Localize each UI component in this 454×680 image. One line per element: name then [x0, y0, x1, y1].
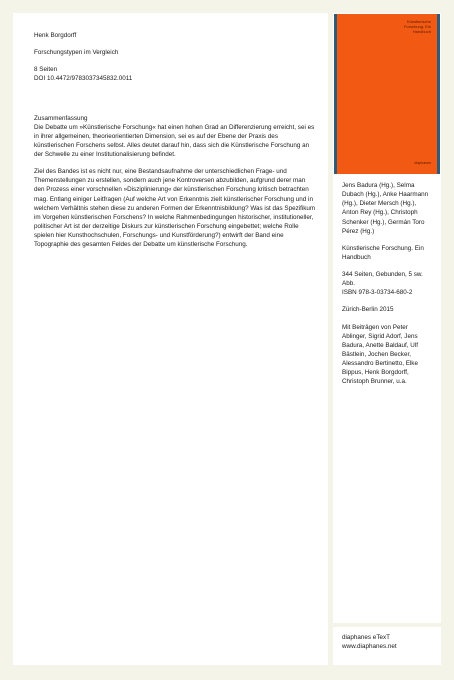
- body-text: Ziel des Bandes ist es nicht nur, eine Bestandsaufnahme der unterschiedlichen Frage- und Themenstellungen zu erstellen, sondern auch jene Kontroversen abzubilden, aufgrund derer man den Prozess einer vorschnellen »Disziplinierung« der künstlerischen Forschung kritisch betrachten mag. Entlang einiger Leitfragen (Auf welche Art von Erkenntnis zielt künstlerischer Forschung und in welchem Verhältnis stehen diese zu anderen Formen der Erkenntnisbildung? Was ist das Spezifikum im Vorgehen künstlerischen Forschens? In welche Rahmenbedingungen historischer, institutioneller, politischer Art ist der derzeitige Diskurs zur künstlerischen Forschung eingebettet; welche Rolle spielen hier Kunsthochschulen, Forschungs- und Kunstförderung?) entwirft der Band eine Topographie des gesamten Feldes der Debatte um künstlerische Forschung.: [34, 168, 316, 249]
- book-title: Künstlerische Forschung. Ein Handbuch: [342, 244, 424, 261]
- author: Henk Borgdorff: [34, 32, 77, 39]
- article-title: Forschungstypen im Vergleich: [34, 49, 119, 57]
- book-info-panel: [333, 13, 441, 623]
- publisher-footer: [333, 627, 441, 665]
- doi[interactable]: DOI 10.4472/9783037345832.0011: [34, 75, 133, 83]
- book-cover[interactable]: [334, 14, 440, 174]
- book-isbn: ISBN 978-3-03734-680-2: [342, 289, 413, 297]
- footer-url[interactable]: www.diaphanes.net: [342, 643, 397, 651]
- book-details: 344 Seiten, Gebunden, 5 sw. Abb.: [342, 271, 423, 288]
- cover-title: Künstlerische Forschung. Ein Handbuch: [404, 19, 431, 34]
- page-count: 8 Seiten: [34, 66, 58, 74]
- summary-heading: Zusammenfassung: [34, 114, 88, 122]
- book-editors: Jens Badura (Hg.), Selma Dubach (Hg.), Anke Haarmann (Hg.), Dieter Mersch (Hg.), Anton Rey (Hg.), Christoph Schenker (Hg.), Germán Toro Pérez (Hg.): [342, 182, 429, 235]
- book-place: Zürich-Berlin 2015: [342, 306, 394, 314]
- book-contributors: Mit Beiträgen von Peter Ablinger, Sigrid Adorf, Jens Badura, Anette Baldauf, Ulf Bästlein, Jochen Becker, Alessandro Bertinetto, Elke Bippus, Henk Borgdorff, Christoph Brunner, u.a.: [342, 323, 418, 386]
- cover-publisher: diaphanes: [414, 160, 431, 165]
- summary-text: Die Debatte um »Künstlerische Forschung« hat einen hohen Grad an Differenzierung erreicht, sei es in ihrer allgemeinen, theorieorientierten Dimension, sei es auf der Ebene der Praxis des künstlerischen Forschens selbst. Alles deutet darauf hin, dass sich die Künstlerische Forschung an der Schwelle zu einer Institutionalisierung befindet.: [34, 123, 315, 158]
- article-panel: [13, 13, 328, 665]
- footer-label: diaphanes eTexT: [342, 634, 390, 641]
